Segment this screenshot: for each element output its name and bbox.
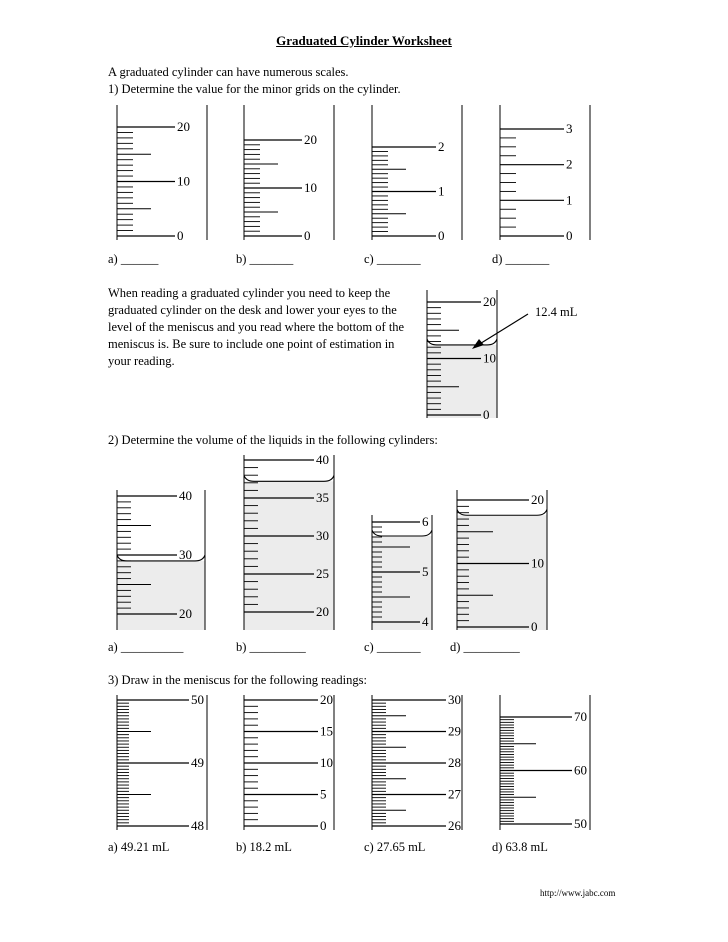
scale-label: 6 bbox=[422, 514, 429, 529]
scale-label: 1 bbox=[566, 192, 573, 208]
cylinder-1c bbox=[372, 105, 452, 245]
cylinder-3b bbox=[244, 692, 344, 835]
answer-3d: d) 63.8 mL bbox=[492, 840, 548, 854]
scale-label: 20 bbox=[483, 294, 496, 309]
scale-label: 15 bbox=[320, 723, 333, 739]
scale-label: 20 bbox=[316, 604, 329, 619]
answer-3b: b) 18.2 mL bbox=[236, 840, 292, 854]
answer-1b: b) _______ bbox=[236, 252, 294, 266]
example-reading-callout: 12.4 mL bbox=[535, 305, 578, 319]
meniscus bbox=[372, 530, 432, 536]
scale-label: 2 bbox=[438, 139, 445, 154]
answer-2d: d) _________ bbox=[450, 640, 520, 654]
scale-label: 1 bbox=[438, 183, 445, 199]
section3-heading: 3) Draw in the meniscus for the following readings: bbox=[108, 673, 367, 687]
meniscus bbox=[457, 509, 547, 515]
example-cylinder bbox=[427, 290, 507, 420]
scale-label: 20 bbox=[179, 606, 192, 621]
scale-label: 0 bbox=[177, 228, 184, 243]
answer-1c: c) _______ bbox=[364, 252, 421, 266]
scale-label: 20 bbox=[531, 492, 544, 507]
scale-label: 10 bbox=[304, 180, 317, 195]
scale-label: 10 bbox=[531, 555, 544, 571]
reading-instructions: When reading a graduated cylinder you need to keep the graduated cylinder on the desk and lower your eyes to the level of the meniscus and you read where the bottom of the meniscus is. Be sure to include one point of estimation in your reading. bbox=[108, 286, 405, 368]
cylinder-1d bbox=[500, 105, 580, 245]
section2-heading: 2) Determine the volume of the liquids in the following cylinders: bbox=[108, 433, 438, 447]
scale-label: 30 bbox=[448, 692, 461, 707]
scale-label: 48 bbox=[191, 818, 204, 833]
scale-label: 60 bbox=[574, 762, 587, 778]
cylinder-3c bbox=[372, 692, 472, 835]
scale-label: 35 bbox=[316, 490, 329, 505]
scale-label: 10 bbox=[320, 755, 333, 770]
scale-label: 70 bbox=[574, 709, 587, 724]
scale-label: 0 bbox=[320, 818, 327, 833]
scale-label: 0 bbox=[531, 619, 538, 634]
scale-label: 40 bbox=[316, 452, 329, 467]
intro-line-1: A graduated cylinder can have numerous scales. bbox=[108, 65, 349, 79]
meniscus bbox=[244, 475, 334, 481]
scale-label: 25 bbox=[316, 566, 329, 581]
scale-label: 20 bbox=[320, 692, 333, 707]
scale-label: 0 bbox=[438, 228, 445, 243]
scale-label: 20 bbox=[304, 132, 317, 147]
scale-label: 0 bbox=[483, 407, 490, 422]
scale-label: 28 bbox=[448, 755, 461, 770]
scale-label: 20 bbox=[177, 119, 190, 134]
intro-line-2: 1) Determine the value for the minor grids on the cylinder. bbox=[108, 82, 401, 96]
scale-label: 2 bbox=[566, 156, 573, 172]
scale-label: 10 bbox=[483, 350, 496, 366]
liquid-fill bbox=[457, 515, 547, 630]
answer-3c: c) 27.65 mL bbox=[364, 840, 426, 854]
scale-label: 49 bbox=[191, 755, 204, 770]
scale-label: 5 bbox=[422, 564, 429, 579]
cylinder-2d bbox=[457, 490, 557, 634]
answer-2c: c) _______ bbox=[364, 640, 421, 654]
cylinder-2c bbox=[372, 515, 442, 630]
page-title: Graduated Cylinder Worksheet bbox=[276, 33, 452, 48]
scale-label: 4 bbox=[422, 614, 429, 629]
scale-label: 30 bbox=[179, 547, 192, 562]
answer-1a: a) ______ bbox=[108, 252, 159, 266]
scale-label: 26 bbox=[448, 818, 461, 833]
cylinder-3d bbox=[500, 695, 600, 835]
scale-label: 10 bbox=[177, 173, 190, 189]
scale-label: 29 bbox=[448, 723, 461, 739]
arrow-icon bbox=[470, 312, 540, 352]
scale-label: 0 bbox=[304, 228, 311, 243]
answer-1d: d) _______ bbox=[492, 252, 550, 266]
cylinder-1a bbox=[117, 105, 197, 245]
scale-label: 5 bbox=[320, 786, 327, 802]
answer-3a: a) 49.21 mL bbox=[108, 840, 170, 854]
cylinder-1b bbox=[244, 105, 324, 245]
footer-url: http://www.jabc.com bbox=[540, 888, 616, 898]
cylinder-3a bbox=[117, 692, 217, 835]
cylinder-2a bbox=[117, 490, 217, 630]
scale-label: 27 bbox=[448, 786, 461, 802]
scale-label: 30 bbox=[316, 528, 329, 543]
scale-label: 50 bbox=[191, 692, 204, 707]
answer-2a: a) __________ bbox=[108, 640, 184, 654]
scale-label: 3 bbox=[566, 121, 573, 136]
scale-label: 40 bbox=[179, 488, 192, 503]
cylinder-2b bbox=[244, 452, 344, 630]
scale-label: 0 bbox=[566, 228, 573, 243]
answer-2b: b) _________ bbox=[236, 640, 306, 654]
scale-label: 50 bbox=[574, 816, 587, 831]
